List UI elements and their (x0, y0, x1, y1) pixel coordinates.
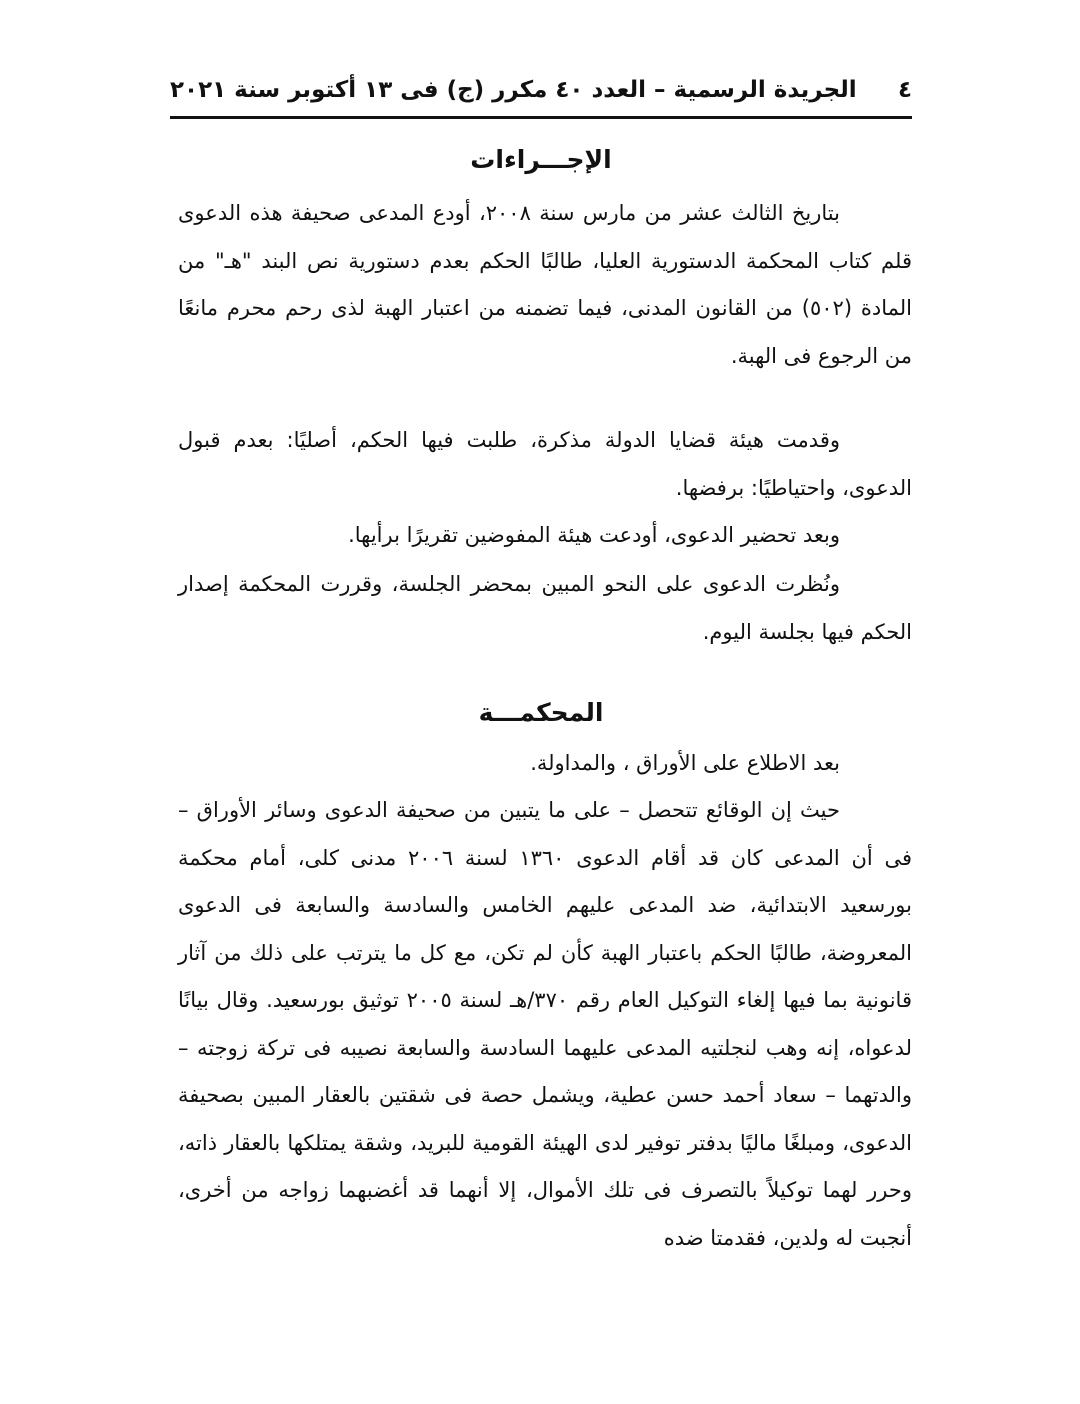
page-number: ٤ (897, 77, 912, 103)
court-paragraph-2 (178, 787, 912, 1262)
court-paragraph-1 (178, 740, 912, 788)
procedures-paragraph-4 (178, 561, 912, 656)
paragraph-text: ونُظرت الدعوى على النحو المبين بمحضر الجلسة، وقررت المحكمة إصدار الحكم فيها بجلسة اليوم. (178, 572, 912, 644)
procedures-paragraph-2 (178, 417, 912, 512)
procedures-paragraph-3 (178, 512, 912, 560)
header-rule (170, 116, 912, 119)
paragraph-text: بتاريخ الثالث عشر من مارس سنة ٢٠٠٨، أودع المدعى صحيفة هذه الدعوى قلم كتاب المحكمة الدستورية العليا، طالبًا الحكم بعدم دستورية نص البند "هـ" من المادة (٥٠٢) من القانون المدنى، فيما تضمنه من اعتبار الهبة لذى رحم محرم مانعًا من الرجوع فى الهبة. (178, 201, 913, 368)
procedures-heading: الإجـــراءات (470, 145, 612, 174)
gazette-title: الجريدة الرسمية – العدد ٤٠ مكرر (ج) فى ١٣ أكتوبر سنة ٢٠٢١ (170, 77, 857, 103)
procedures-paragraph-1 (178, 190, 912, 380)
paragraph-text: وبعد تحضير الدعوى، أودعت هيئة المفوضين تقريرًا برأيها. (348, 523, 840, 547)
court-heading: المحكمـــة (478, 698, 604, 727)
page-header (170, 68, 912, 112)
paragraph-text: بعد الاطلاع على الأوراق ، والمداولة. (530, 751, 840, 775)
paragraph-text: حيث إن الوقائع تتحصل – على ما يتبين من صحيفة الدعوى وسائر الأوراق – فى أن المدعى كان قد أقام الدعوى ١٣٦٠ لسنة ٢٠٠٦ مدنى كلى، أمام محكمة بورسعيد الابتدائية، ضد المدعى عليهم الخامس والسادسة والسابعة فى الدعوى المعروضة، طالبًا الحكم باعتبار الهبة كأن لم تكن، مع كل ما يترتب على ذلك من آثار قانونية بما فيها إلغاء التوكيل العام رقم ٣٧٠/هـ لسنة ٢٠٠٥ توثيق بورسعيد. وقال بيانًا لدعواه، إنه وهب لنجلتيه المدعى عليهما السادسة والسابعة نصيبه فى تركة زوجته – والدتهما – سعاد أحمد حسن عطية، ويشمل حصة فى شقتين بالعقار المبين بصحيفة الدعوى، ومبلغًا ماليًا بدفتر توفير لدى الهيئة القومية للبريد، وشقة يمتلكها بالعقار ذاته، وحرر لهما توكيلاً بالتصرف فى تلك الأموال، إلا أنهما قد أغضبهما زواجه من أخرى، أنجبت له ولدين، فقدمتا ضده (178, 798, 912, 1250)
paragraph-text: وقدمت هيئة قضايا الدولة مذكرة، طلبت فيها الحكم، أصليًا: بعدم قبول الدعوى، واحتياطيًا: برفضها. (178, 428, 912, 500)
